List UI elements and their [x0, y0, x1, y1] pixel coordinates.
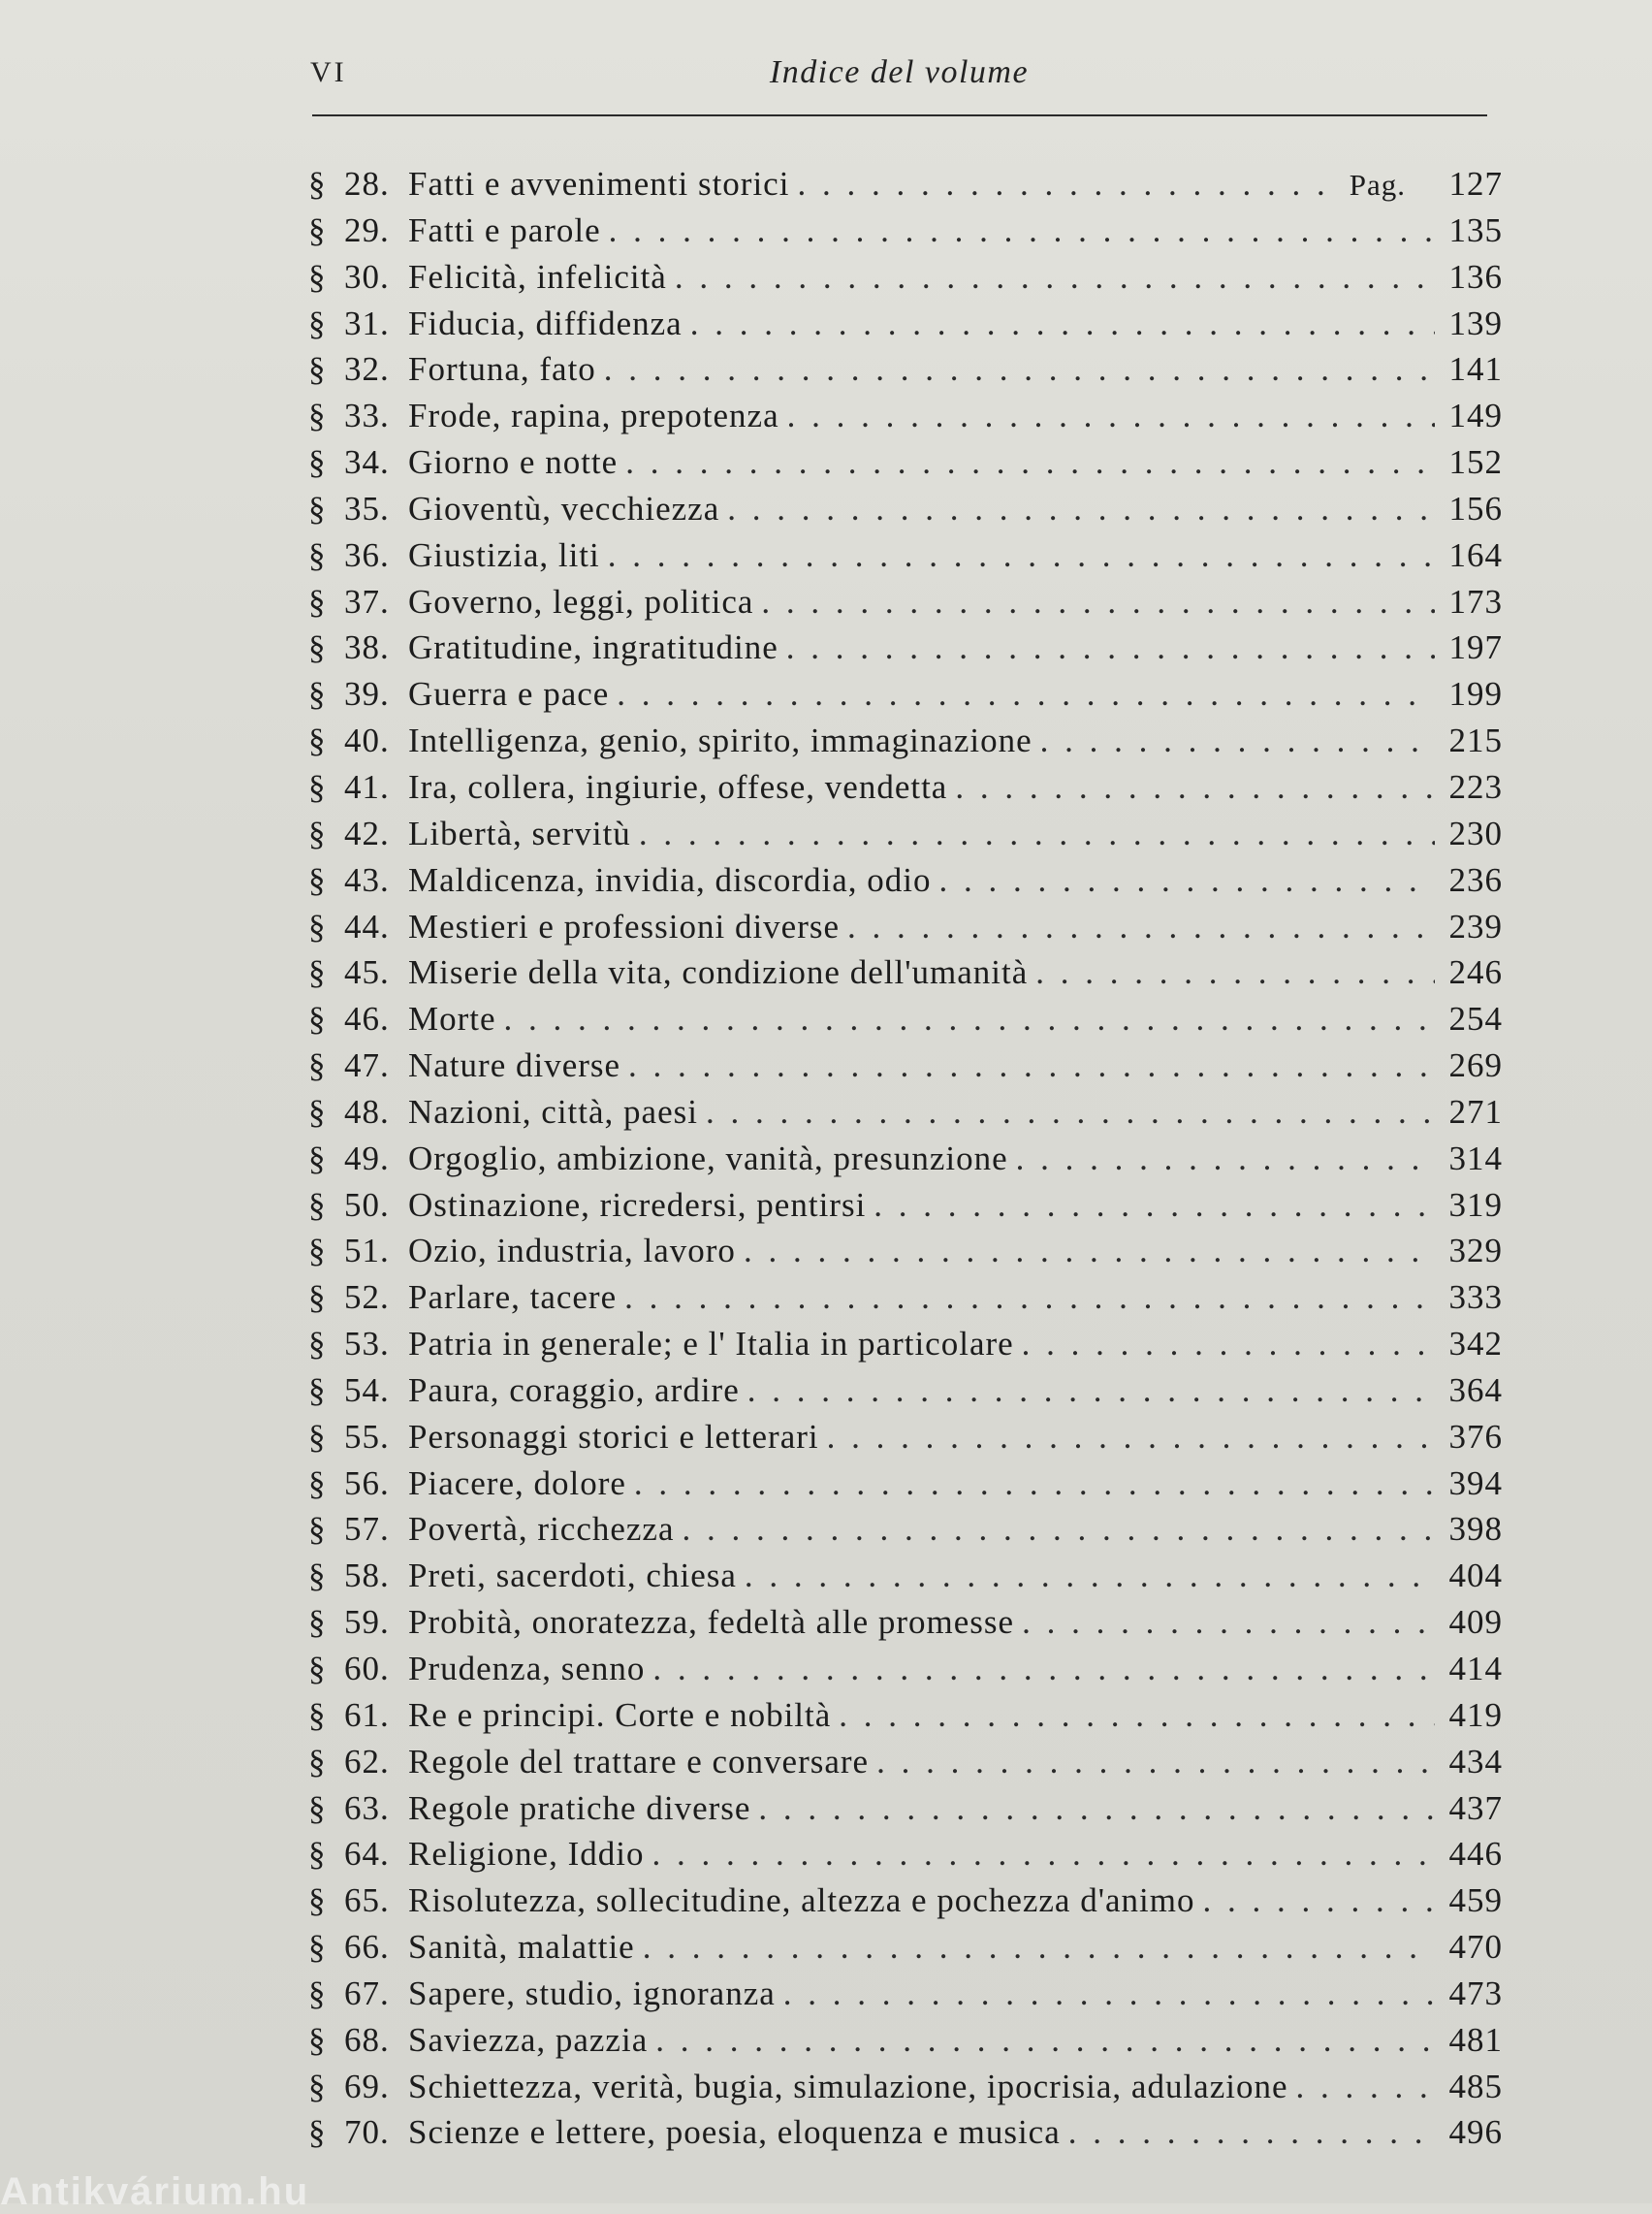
- toc-entry: [308, 1367, 1503, 1414]
- entry-title: Giustizia, liti: [408, 535, 600, 574]
- dot-leader: [652, 1646, 1435, 1692]
- entry-title: Orgoglio, ambizione, vanità, presunzione: [408, 1139, 1008, 1177]
- toc-entry: [308, 1460, 1503, 1507]
- entry-title: Ostinazione, ricredersi, pentirsi: [408, 1185, 867, 1224]
- entry-page-number: 394: [1448, 1463, 1503, 1502]
- dot-leader: [675, 254, 1435, 301]
- dot-leader: [783, 1971, 1435, 2017]
- section-sign: §: [308, 1603, 326, 1642]
- entry-title: Risolutezza, sollecitudine, altezza e pochezza d'animo: [408, 1881, 1195, 1920]
- entry-page-number: 470: [1448, 1928, 1503, 1967]
- entry-page-number: 223: [1448, 767, 1503, 806]
- entry-title: Povertà, ricchezza: [408, 1510, 675, 1549]
- dot-leader: [643, 1924, 1435, 1971]
- entry-title: Schiettezza, verità, bugia, simulazione, ipocrisia, adulazione: [408, 2067, 1288, 2105]
- entry-title: Mestieri e professioni diverse: [408, 907, 841, 946]
- section-sign: §: [308, 443, 326, 482]
- toc-entry: [308, 1646, 1503, 1692]
- entry-number: 39.: [344, 675, 390, 714]
- section-sign: §: [308, 907, 326, 946]
- entry-page-number: 319: [1448, 1185, 1503, 1224]
- entry-title: Parlare, tacere: [408, 1278, 618, 1317]
- entry-title: Giorno e notte: [408, 443, 619, 482]
- dot-leader: [758, 1785, 1435, 1832]
- dot-leader: [706, 1089, 1435, 1136]
- entry-number: 47.: [344, 1046, 390, 1085]
- entry-number: 29.: [344, 210, 390, 249]
- toc-entry: [308, 579, 1503, 626]
- entry-number: 69.: [344, 2067, 390, 2105]
- pag-label: Pag.: [1349, 168, 1406, 202]
- section-sign: §: [308, 722, 326, 760]
- page-header: [310, 50, 1488, 99]
- dot-leader: [787, 393, 1435, 439]
- section-sign: §: [308, 1232, 326, 1270]
- section-sign: §: [308, 1556, 326, 1595]
- section-sign: §: [308, 1046, 326, 1085]
- running-title: Indice del volume: [769, 54, 1030, 90]
- entry-page-number: 230: [1448, 814, 1503, 852]
- entry-page-number: 364: [1448, 1370, 1503, 1409]
- entry-number: 70.: [344, 2113, 390, 2152]
- entry-page-number: 376: [1448, 1417, 1503, 1456]
- toc-entry: [308, 1321, 1503, 1367]
- entry-number: 52.: [344, 1278, 390, 1317]
- entry-title: Saviezza, pazzia: [408, 2020, 649, 2059]
- entry-title: Re e principi. Corte e nobiltà: [408, 1695, 832, 1734]
- dot-leader: [655, 2017, 1435, 2064]
- entry-number: 53.: [344, 1325, 390, 1364]
- entry-page-number: 434: [1448, 1742, 1503, 1781]
- entry-page-number: 197: [1448, 628, 1503, 667]
- entry-number: 44.: [344, 907, 390, 946]
- header-rule: [312, 114, 1487, 116]
- entry-title: Nazioni, città, paesi: [408, 1092, 698, 1131]
- entry-title: Scienze e lettere, poesia, eloquenza e musica: [408, 2113, 1061, 2152]
- dot-leader: [1022, 1321, 1435, 1367]
- toc-entry: [308, 161, 1503, 208]
- entry-title: Morte: [408, 1000, 496, 1039]
- entry-number: 31.: [344, 304, 390, 342]
- toc-entry: [308, 1553, 1503, 1599]
- section-sign: §: [308, 1510, 326, 1549]
- entry-page-number: 199: [1448, 675, 1503, 714]
- toc-entry: [308, 1089, 1503, 1136]
- section-sign: §: [308, 350, 326, 389]
- entry-title: Personaggi storici e letterari: [408, 1417, 819, 1456]
- entry-number: 34.: [344, 443, 390, 482]
- entry-title: Maldicenza, invidia, discordia, odio: [408, 860, 932, 899]
- entry-number: 30.: [344, 257, 390, 296]
- dot-leader: [847, 904, 1435, 950]
- entry-number: 60.: [344, 1650, 390, 1687]
- section-sign: §: [308, 165, 326, 203]
- entry-number: 65.: [344, 1881, 390, 1920]
- toc-entry: [308, 1136, 1503, 1182]
- dot-leader: [1016, 1136, 1435, 1182]
- entry-number: 58.: [344, 1556, 390, 1595]
- entry-title: Regole pratiche diverse: [408, 1788, 751, 1827]
- dot-leader: [1068, 2109, 1435, 2156]
- toc-entry: [308, 1506, 1503, 1553]
- entry-title: Patria in generale; e l' Italia in particolare: [408, 1325, 1014, 1364]
- entry-number: 45.: [344, 953, 390, 992]
- toc-entry: [308, 1228, 1503, 1274]
- toc-entry: [308, 1739, 1503, 1785]
- entry-page-number: 269: [1448, 1046, 1503, 1085]
- entry-title: Libertà, servitù: [408, 814, 631, 852]
- entry-page-number: 246: [1448, 953, 1503, 992]
- section-sign: §: [308, 1325, 326, 1364]
- section-sign: §: [308, 1139, 326, 1177]
- entry-page-number: 156: [1448, 489, 1503, 528]
- entry-number: 61.: [344, 1695, 390, 1734]
- section-sign: §: [308, 1881, 326, 1920]
- entry-page-number: 215: [1448, 722, 1503, 760]
- dot-leader: [761, 579, 1435, 626]
- entry-number: 33.: [344, 397, 390, 435]
- entry-title: Paura, coraggio, ardire: [408, 1370, 740, 1409]
- entry-page-number: 136: [1448, 257, 1503, 296]
- section-sign: §: [308, 953, 326, 992]
- toc-entry: [308, 1043, 1503, 1089]
- entry-number: 62.: [344, 1742, 390, 1781]
- table-of-contents: [308, 161, 1503, 2156]
- entry-number: 67.: [344, 1973, 390, 2012]
- section-sign: §: [308, 1695, 326, 1734]
- dot-leader: [617, 671, 1435, 718]
- toc-entry: [308, 1414, 1503, 1460]
- entry-number: 46.: [344, 1000, 390, 1039]
- dot-leader: [608, 532, 1435, 579]
- toc-entry: [308, 996, 1503, 1043]
- section-sign: §: [308, 304, 326, 342]
- section-sign: §: [308, 1650, 326, 1687]
- entry-number: 51.: [344, 1232, 390, 1270]
- toc-entry: [308, 1971, 1503, 2017]
- dot-leader: [745, 1553, 1435, 1599]
- toc-entry: [308, 532, 1503, 579]
- section-sign: §: [308, 1278, 326, 1317]
- dot-leader: [1203, 1877, 1436, 1924]
- entry-number: 40.: [344, 722, 390, 760]
- entry-number: 28.: [344, 165, 390, 203]
- section-sign: §: [308, 2113, 326, 2152]
- entry-page-number: 459: [1448, 1881, 1503, 1920]
- toc-entry: [308, 1785, 1503, 1832]
- toc-entry: [308, 857, 1503, 904]
- section-sign: §: [308, 257, 326, 296]
- toc-entry: [308, 625, 1503, 671]
- entry-title: Sanità, malattie: [408, 1928, 635, 1967]
- entry-page-number: 329: [1448, 1232, 1503, 1270]
- dot-leader: [874, 1182, 1435, 1229]
- entry-page-number: 236: [1448, 860, 1503, 899]
- entry-title: Fortuna, fato: [408, 350, 596, 389]
- section-sign: §: [308, 675, 326, 714]
- dot-leader: [1040, 718, 1435, 764]
- toc-entry: [308, 2109, 1503, 2156]
- entry-title: Ira, collera, ingiurie, offese, vendetta: [408, 767, 948, 806]
- entry-page-number: 164: [1448, 535, 1503, 574]
- dot-leader: [797, 161, 1335, 208]
- entry-number: 68.: [344, 2020, 390, 2059]
- section-sign: §: [308, 1092, 326, 1131]
- entry-title: Probità, onoratezza, fedeltà alle promesse: [408, 1603, 1015, 1642]
- entry-title: Governo, leggi, politica: [408, 582, 754, 621]
- entry-page-number: 173: [1448, 582, 1503, 621]
- entry-title: Regole del trattare e conversare: [408, 1742, 870, 1781]
- entry-number: 37.: [344, 582, 390, 621]
- entry-page-number: 409: [1448, 1603, 1503, 1642]
- entry-number: 50.: [344, 1185, 390, 1224]
- toc-entry: [308, 1274, 1503, 1321]
- toc-entry: [308, 1924, 1503, 1971]
- dot-leader: [504, 996, 1435, 1043]
- entry-title: Intelligenza, genio, spirito, immaginazione: [408, 722, 1032, 760]
- section-sign: §: [308, 535, 326, 574]
- entry-number: 32.: [344, 350, 390, 389]
- dot-leader: [651, 1831, 1435, 1877]
- entry-page-number: 141: [1448, 350, 1503, 389]
- section-sign: §: [308, 767, 326, 806]
- section-sign: §: [308, 1788, 326, 1827]
- entry-title: Felicità, infelicità: [408, 257, 667, 296]
- entry-title: Preti, sacerdoti, chiesa: [408, 1556, 737, 1595]
- entry-page-number: 496: [1448, 2113, 1503, 2152]
- toc-entry: [308, 1182, 1503, 1229]
- entry-page-number: 314: [1448, 1139, 1503, 1177]
- entry-number: 49.: [344, 1139, 390, 1177]
- section-sign: §: [308, 814, 326, 852]
- watermark: Antikvárium.hu: [0, 2170, 310, 2213]
- toc-entry: [308, 718, 1503, 764]
- toc-entry: [308, 904, 1503, 950]
- page-folio: VI: [310, 56, 347, 88]
- entry-title: Ozio, industria, lavoro: [408, 1232, 736, 1270]
- toc-entry: [308, 393, 1503, 439]
- toc-entry: [308, 949, 1503, 996]
- section-sign: §: [308, 1463, 326, 1502]
- section-sign: §: [308, 1835, 326, 1874]
- entry-number: 43.: [344, 860, 390, 899]
- dot-leader: [1022, 1599, 1435, 1646]
- entry-page-number: 398: [1448, 1510, 1503, 1549]
- section-sign: §: [308, 489, 326, 528]
- entry-page-number: 127: [1448, 165, 1503, 203]
- entry-number: 64.: [344, 1835, 390, 1874]
- entry-title: Frode, rapina, prepotenza: [408, 397, 779, 435]
- entry-title: Prudenza, senno: [408, 1650, 646, 1687]
- entry-title: Fatti e avvenimenti storici: [408, 165, 790, 203]
- dot-leader: [744, 1228, 1435, 1274]
- toc-entry: [308, 439, 1503, 486]
- toc-entry: [308, 2017, 1503, 2064]
- dot-leader: [690, 301, 1435, 347]
- entry-title: Guerra e pace: [408, 675, 610, 714]
- dot-leader: [624, 1274, 1435, 1321]
- entry-page-number: 342: [1448, 1325, 1503, 1364]
- entry-title: Fatti e parole: [408, 210, 601, 249]
- entry-title: Sapere, studio, ignoranza: [408, 1973, 776, 2012]
- toc-entry: [308, 346, 1503, 393]
- section-sign: §: [308, 397, 326, 435]
- toc-entry: [308, 208, 1503, 254]
- entry-page-number: 139: [1448, 304, 1503, 342]
- section-sign: §: [308, 582, 326, 621]
- entry-number: 48.: [344, 1092, 390, 1131]
- dot-leader: [727, 486, 1435, 532]
- entry-page-number: 254: [1448, 1000, 1503, 1039]
- entry-page-number: 419: [1448, 1695, 1503, 1734]
- entry-page-number: 473: [1448, 1973, 1503, 2012]
- entry-page-number: 333: [1448, 1278, 1503, 1317]
- entry-page-number: 271: [1448, 1092, 1503, 1131]
- entry-title: Miserie della vita, condizione dell'umanità: [408, 953, 1029, 992]
- toc-entry: [308, 486, 1503, 532]
- entry-number: 55.: [344, 1417, 390, 1456]
- entry-number: 57.: [344, 1510, 390, 1549]
- entry-number: 56.: [344, 1463, 390, 1502]
- dot-leader: [683, 1506, 1435, 1553]
- entry-number: 42.: [344, 814, 390, 852]
- entry-page-number: 446: [1448, 1835, 1503, 1874]
- entry-page-number: 239: [1448, 907, 1503, 946]
- dot-leader: [876, 1739, 1435, 1785]
- entry-title: Religione, Iddio: [408, 1835, 645, 1874]
- dot-leader: [747, 1367, 1435, 1414]
- entry-page-number: 414: [1448, 1650, 1503, 1687]
- dot-leader: [955, 764, 1435, 811]
- entry-title: Piacere, dolore: [408, 1463, 626, 1502]
- dot-leader: [938, 857, 1435, 904]
- toc-entry: [308, 1692, 1503, 1739]
- toc-entry: [308, 301, 1503, 347]
- dot-leader: [625, 439, 1435, 486]
- entry-page-number: 149: [1448, 397, 1503, 435]
- dot-leader: [639, 811, 1435, 857]
- section-sign: §: [308, 628, 326, 667]
- dot-leader: [609, 208, 1435, 254]
- dot-leader: [604, 346, 1435, 393]
- entry-number: 63.: [344, 1788, 390, 1827]
- entry-number: 41.: [344, 767, 390, 806]
- entry-number: 35.: [344, 489, 390, 528]
- entry-title: Nature diverse: [408, 1046, 621, 1085]
- section-sign: §: [308, 210, 326, 249]
- section-sign: §: [308, 2020, 326, 2059]
- entry-title: Gioventù, vecchiezza: [408, 489, 720, 528]
- section-sign: §: [308, 1000, 326, 1039]
- section-sign: §: [308, 1742, 326, 1781]
- entry-number: 66.: [344, 1928, 390, 1967]
- entry-number: 59.: [344, 1603, 390, 1642]
- dot-leader: [628, 1043, 1435, 1089]
- dot-leader: [839, 1692, 1435, 1739]
- dot-leader: [827, 1414, 1435, 1460]
- section-sign: §: [308, 1417, 326, 1456]
- entry-page-number: 437: [1448, 1788, 1503, 1827]
- dot-leader: [1296, 2064, 1435, 2110]
- entry-page-number: 152: [1448, 443, 1503, 482]
- dot-leader: [786, 625, 1435, 671]
- entry-number: 38.: [344, 628, 390, 667]
- toc-entry: [308, 1831, 1503, 1877]
- entry-page-number: 481: [1448, 2020, 1503, 2059]
- toc-entry: [308, 811, 1503, 857]
- section-sign: §: [308, 1928, 326, 1967]
- entry-title: Gratitudine, ingratitudine: [408, 628, 778, 667]
- toc-entry: [308, 764, 1503, 811]
- entry-title: Fiducia, diffidenza: [408, 304, 683, 342]
- section-sign: §: [308, 1973, 326, 2012]
- section-sign: §: [308, 860, 326, 899]
- entry-page-number: 485: [1448, 2067, 1503, 2105]
- section-sign: §: [308, 1370, 326, 1409]
- entry-page-number: 404: [1448, 1556, 1503, 1595]
- toc-entry: [308, 1599, 1503, 1646]
- entry-number: 36.: [344, 535, 390, 574]
- toc-entry: [308, 2064, 1503, 2110]
- toc-entry: [308, 254, 1503, 301]
- dot-leader: [634, 1460, 1435, 1507]
- entry-number: 54.: [344, 1370, 390, 1409]
- toc-entry: [308, 671, 1503, 718]
- section-sign: §: [308, 1185, 326, 1224]
- entry-page-number: 135: [1448, 210, 1503, 249]
- section-sign: §: [308, 2067, 326, 2105]
- toc-entry: [308, 1877, 1503, 1924]
- dot-leader: [1035, 949, 1435, 996]
